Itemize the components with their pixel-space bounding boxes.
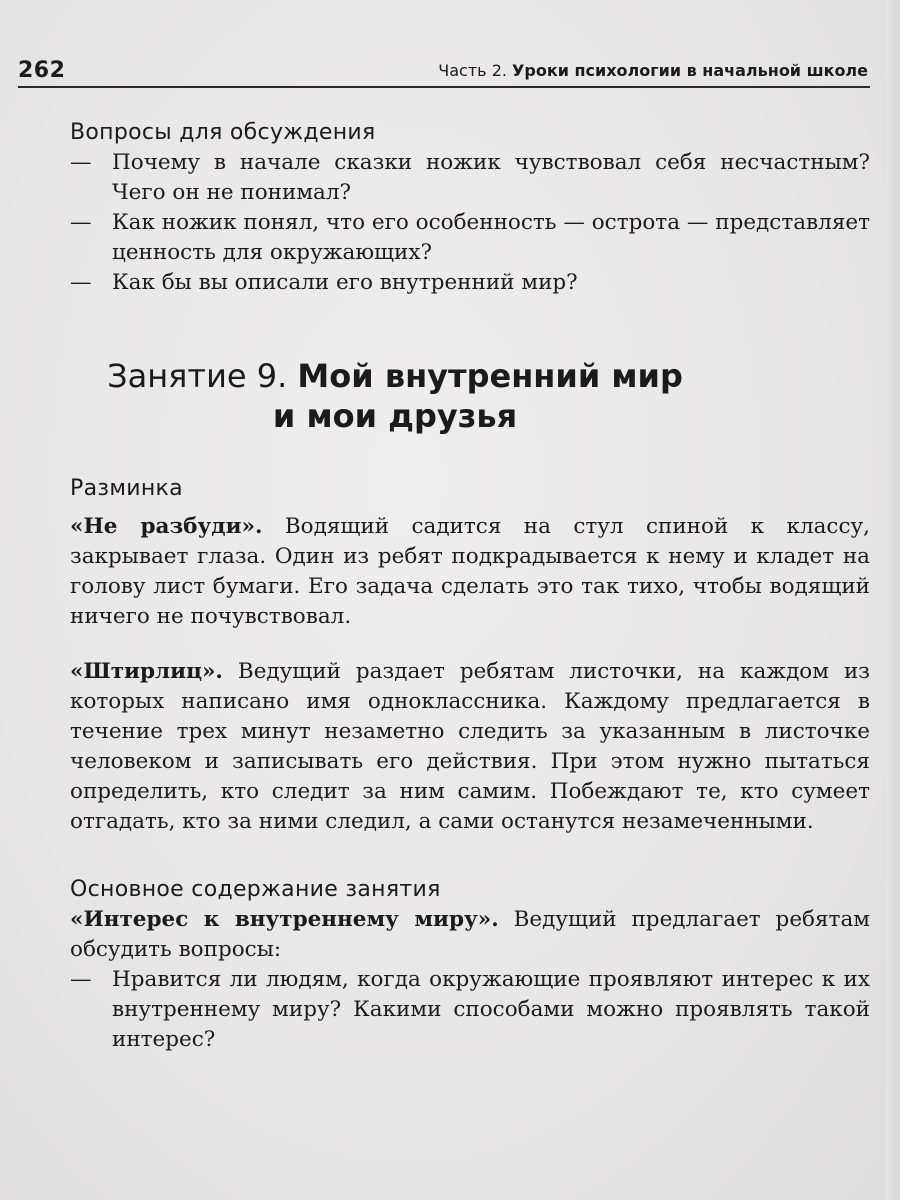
- header-rule: [18, 86, 870, 88]
- discussion-questions: [70, 148, 870, 298]
- lesson-title-main: Мой внутренний мир: [297, 357, 683, 395]
- page-edge-shadow: [886, 0, 900, 1200]
- dash-marker: —: [70, 270, 92, 295]
- main-content-paragraph: [70, 905, 870, 965]
- list-item: [70, 965, 870, 1055]
- page-number: 262: [18, 58, 66, 83]
- question-text: Как бы вы описали его внутренний мир?: [112, 270, 578, 295]
- main-content-heading: Основное содержание занятия: [70, 877, 441, 902]
- question-text: Как ножик понял, что его особенность — острота — представляет ценность для окружающих?: [112, 210, 870, 265]
- running-head-title: Уроки психологии в начальной школе: [512, 61, 868, 80]
- lesson-title-line-2: и мои друзья: [272, 397, 518, 435]
- list-item: [70, 148, 870, 208]
- spacer: [70, 504, 870, 512]
- exercise-name: «Не разбуди».: [70, 514, 263, 539]
- exercise-name: «Штирлиц».: [70, 659, 223, 684]
- exercise-name: «Интерес к внутреннему миру».: [70, 907, 499, 932]
- list-item: [70, 268, 870, 298]
- exercise-text: Водящий садится на стул спиной к классу, закрывает глаза. Один из ребят подкрадывается к нему и кладет на голову лист бумаги. Его задача сделать это так тихо, чтобы водящий ничего не почувствовал.: [70, 514, 870, 629]
- question-text: Почему в начале сказки ножик чувствовал себя несчастным? Чего он не понимал?: [112, 150, 870, 205]
- lesson-prefix: Занятие 9.: [107, 357, 288, 395]
- dash-marker: —: [70, 150, 92, 175]
- running-head: [438, 61, 868, 80]
- page-content: [70, 118, 870, 1055]
- dash-marker: —: [70, 967, 92, 992]
- spacer: [70, 837, 870, 875]
- running-head-part: Часть 2.: [438, 61, 507, 80]
- spacer: [70, 632, 870, 657]
- lesson-title: [60, 356, 730, 436]
- spacer: [70, 436, 870, 474]
- exercise-text: Ведущий предлагает ребятам обсудить вопросы:: [70, 907, 870, 962]
- list-item: [70, 208, 870, 268]
- discussion-heading: Вопросы для обсуждения: [70, 120, 376, 145]
- page-header: [18, 50, 870, 88]
- exercise-text: Ведущий раздает ребятам листочки, на каждом из которых написано имя одноклассника. Каждому предлагается в течение трех минут незаметно следить за указанным в листочке человеком и записывать его действия. При этом нужно пытаться определить, кто следит за ним самим. Побеждают те, кто сумеет отгадать, кто за ними следил, а сами останутся незамеченными.: [70, 659, 870, 834]
- question-text: Нравится ли людям, когда окружающие проявляют интерес к их внутреннему миру? Какими способами можно проявлять такой интерес?: [112, 967, 870, 1052]
- lesson-title-line-1: [60, 356, 730, 396]
- main-content-questions: [70, 965, 870, 1055]
- warmup-paragraph: [70, 657, 870, 837]
- warmup-paragraph: [70, 512, 870, 632]
- dash-marker: —: [70, 210, 92, 235]
- warmup-heading: Разминка: [70, 476, 183, 501]
